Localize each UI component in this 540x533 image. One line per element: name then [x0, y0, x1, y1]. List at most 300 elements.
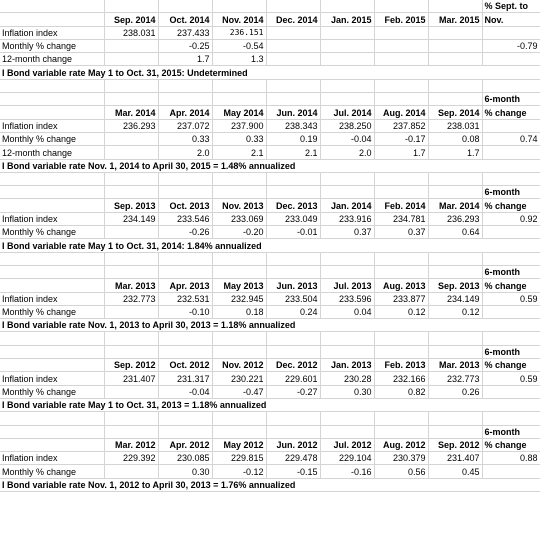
- header-cell[interactable]: Apr. 2013: [158, 279, 212, 292]
- empty-cell[interactable]: [104, 412, 158, 425]
- header-cell[interactable]: [0, 0, 104, 13]
- section-top-header-row: [0, 93, 540, 106]
- header-cell[interactable]: [320, 186, 374, 199]
- value-cell[interactable]: -0.20: [212, 226, 266, 239]
- value-cell[interactable]: 233.049: [266, 212, 320, 225]
- value-cell[interactable]: [320, 39, 374, 52]
- row-label-cell[interactable]: Monthly % change: [0, 226, 104, 239]
- table-row: [0, 465, 540, 478]
- value-cell[interactable]: 1.7: [158, 53, 212, 66]
- value-cell[interactable]: 231.317: [158, 372, 212, 385]
- value-cell[interactable]: [428, 53, 482, 66]
- header-cell[interactable]: Dec. 2014: [266, 13, 320, 26]
- header-cell[interactable]: [374, 425, 428, 438]
- value-cell[interactable]: [482, 146, 540, 159]
- value-cell[interactable]: 232.773: [428, 372, 482, 385]
- header-cell[interactable]: [266, 0, 320, 13]
- header-cell[interactable]: [320, 0, 374, 13]
- header-cell[interactable]: Feb. 2015: [374, 13, 428, 26]
- header-cell[interactable]: Jul. 2012: [320, 438, 374, 451]
- value-cell[interactable]: [482, 385, 540, 398]
- header-cell[interactable]: [212, 93, 266, 106]
- value-cell[interactable]: 2.0: [320, 146, 374, 159]
- value-cell[interactable]: 233.069: [212, 212, 266, 225]
- header-cell[interactable]: May 2012: [212, 438, 266, 451]
- value-cell[interactable]: 0.30: [158, 465, 212, 478]
- empty-cell[interactable]: [320, 332, 374, 345]
- header-cell[interactable]: [0, 345, 104, 358]
- header-cell[interactable]: [266, 425, 320, 438]
- value-cell[interactable]: 232.166: [374, 372, 428, 385]
- empty-cell[interactable]: [320, 79, 374, 92]
- header-cell[interactable]: [0, 279, 104, 292]
- header-cell[interactable]: Jul. 2014: [320, 106, 374, 119]
- empty-cell[interactable]: [428, 252, 482, 265]
- header-cell[interactable]: % change: [482, 106, 540, 119]
- empty-cell[interactable]: [266, 79, 320, 92]
- value-cell[interactable]: 0.26: [428, 385, 482, 398]
- header-cell[interactable]: [374, 0, 428, 13]
- header-cell[interactable]: Nov. 2014: [212, 13, 266, 26]
- rate-text-cell[interactable]: I Bond variable rate Nov. 1, 2014 to April 30, 2015 = 1.48% annualized: [0, 159, 540, 172]
- value-cell[interactable]: [482, 226, 540, 239]
- value-cell[interactable]: 233.504: [266, 292, 320, 305]
- value-cell[interactable]: -0.26: [158, 226, 212, 239]
- value-cell[interactable]: 232.945: [212, 292, 266, 305]
- header-cell[interactable]: % change: [482, 359, 540, 372]
- value-cell[interactable]: 0.30: [320, 385, 374, 398]
- empty-cell[interactable]: [428, 79, 482, 92]
- header-cell[interactable]: [266, 345, 320, 358]
- header-cell[interactable]: [212, 265, 266, 278]
- value-cell[interactable]: [104, 226, 158, 239]
- header-cell[interactable]: Jan. 2015: [320, 13, 374, 26]
- value-cell[interactable]: 0.64: [428, 226, 482, 239]
- empty-cell[interactable]: [0, 79, 104, 92]
- value-cell[interactable]: 233.916: [320, 212, 374, 225]
- row-label-cell[interactable]: Inflation index: [0, 372, 104, 385]
- value-cell[interactable]: 230.085: [158, 452, 212, 465]
- empty-cell[interactable]: [428, 172, 482, 185]
- header-cell[interactable]: Mar. 2015: [428, 13, 482, 26]
- header-cell[interactable]: [374, 186, 428, 199]
- row-label-cell[interactable]: 12-month change: [0, 53, 104, 66]
- value-cell[interactable]: [374, 39, 428, 52]
- value-cell[interactable]: 0.12: [374, 305, 428, 318]
- header-cell[interactable]: [0, 359, 104, 372]
- value-cell[interactable]: 236.151: [212, 26, 266, 39]
- value-cell[interactable]: -0.54: [212, 39, 266, 52]
- value-cell[interactable]: 232.531: [158, 292, 212, 305]
- empty-cell[interactable]: [212, 172, 266, 185]
- value-cell[interactable]: [320, 53, 374, 66]
- header-cell[interactable]: Sep. 2013: [428, 279, 482, 292]
- header-cell[interactable]: [374, 345, 428, 358]
- value-cell[interactable]: [104, 305, 158, 318]
- empty-row: [0, 412, 540, 425]
- value-cell[interactable]: 0.08: [428, 132, 482, 145]
- header-cell[interactable]: [320, 93, 374, 106]
- row-label-cell[interactable]: Monthly % change: [0, 305, 104, 318]
- value-cell[interactable]: 237.433: [158, 26, 212, 39]
- value-cell[interactable]: 0.33: [158, 132, 212, 145]
- header-cell[interactable]: [0, 13, 104, 26]
- section-top-header-row: [0, 186, 540, 199]
- header-cell[interactable]: [428, 425, 482, 438]
- header-cell[interactable]: 6-month: [482, 186, 540, 199]
- header-cell[interactable]: [158, 186, 212, 199]
- header-cell[interactable]: [0, 199, 104, 212]
- header-cell[interactable]: % change: [482, 279, 540, 292]
- header-cell[interactable]: [0, 93, 104, 106]
- header-cell[interactable]: Nov.: [482, 13, 540, 26]
- empty-cell[interactable]: [374, 172, 428, 185]
- header-cell[interactable]: [320, 265, 374, 278]
- row-label-cell[interactable]: Monthly % change: [0, 132, 104, 145]
- value-cell[interactable]: 237.852: [374, 119, 428, 132]
- header-cell[interactable]: Aug. 2014: [374, 106, 428, 119]
- value-cell[interactable]: 229.478: [266, 452, 320, 465]
- value-cell[interactable]: 230.379: [374, 452, 428, 465]
- header-cell[interactable]: [0, 186, 104, 199]
- header-cell[interactable]: Mar. 2013: [104, 279, 158, 292]
- empty-cell[interactable]: [104, 79, 158, 92]
- header-cell[interactable]: [428, 93, 482, 106]
- header-cell[interactable]: May 2013: [212, 279, 266, 292]
- header-cell[interactable]: [0, 425, 104, 438]
- empty-cell[interactable]: [158, 412, 212, 425]
- rate-text-cell[interactable]: I Bond variable rate May 1 to Oct. 31, 2013 = 1.18% annualized: [0, 398, 540, 411]
- header-cell[interactable]: Dec. 2013: [266, 199, 320, 212]
- empty-cell[interactable]: [158, 79, 212, 92]
- empty-cell[interactable]: [212, 332, 266, 345]
- value-cell[interactable]: 230.221: [212, 372, 266, 385]
- value-cell[interactable]: -0.10: [158, 305, 212, 318]
- header-cell[interactable]: [104, 0, 158, 13]
- header-cell[interactable]: Sep. 2013: [104, 199, 158, 212]
- value-cell[interactable]: [374, 26, 428, 39]
- header-cell[interactable]: [428, 345, 482, 358]
- row-label-cell[interactable]: Inflation index: [0, 292, 104, 305]
- header-cell[interactable]: Jan. 2014: [320, 199, 374, 212]
- header-cell[interactable]: [212, 0, 266, 13]
- header-cell[interactable]: [104, 425, 158, 438]
- empty-cell[interactable]: [212, 252, 266, 265]
- section-top-header-row: [0, 345, 540, 358]
- value-cell[interactable]: 0.19: [266, 132, 320, 145]
- value-cell[interactable]: 0.37: [374, 226, 428, 239]
- value-cell[interactable]: 2.1: [266, 146, 320, 159]
- value-cell[interactable]: [104, 53, 158, 66]
- value-cell[interactable]: 229.815: [212, 452, 266, 465]
- header-cell[interactable]: Sep. 2014: [104, 13, 158, 26]
- header-cell[interactable]: Sep. 2012: [104, 359, 158, 372]
- header-cell[interactable]: Feb. 2013: [374, 359, 428, 372]
- value-cell[interactable]: [104, 385, 158, 398]
- row-label-cell[interactable]: Inflation index: [0, 26, 104, 39]
- header-cell[interactable]: [158, 93, 212, 106]
- value-cell[interactable]: -0.16: [320, 465, 374, 478]
- value-cell[interactable]: 0.59: [482, 372, 540, 385]
- value-cell[interactable]: 0.82: [374, 385, 428, 398]
- value-cell[interactable]: 237.072: [158, 119, 212, 132]
- value-cell[interactable]: [482, 26, 540, 39]
- value-cell[interactable]: -0.01: [266, 226, 320, 239]
- row-label-cell[interactable]: Monthly % change: [0, 39, 104, 52]
- rate-text-cell[interactable]: I Bond variable rate May 1 to Oct. 31, 2015: Undetermined: [0, 66, 540, 79]
- header-cell[interactable]: [0, 438, 104, 451]
- header-cell[interactable]: 6-month: [482, 425, 540, 438]
- value-cell[interactable]: 236.293: [104, 119, 158, 132]
- value-cell[interactable]: 0.45: [428, 465, 482, 478]
- header-cell[interactable]: Sep. 2014: [428, 106, 482, 119]
- empty-cell[interactable]: [320, 252, 374, 265]
- empty-cell[interactable]: [428, 412, 482, 425]
- value-cell[interactable]: 0.56: [374, 465, 428, 478]
- value-cell[interactable]: -0.47: [212, 385, 266, 398]
- value-cell[interactable]: -0.27: [266, 385, 320, 398]
- value-cell[interactable]: 230.28: [320, 372, 374, 385]
- header-cell[interactable]: [158, 425, 212, 438]
- header-cell[interactable]: Jun. 2012: [266, 438, 320, 451]
- section-header-row: [0, 279, 540, 292]
- row-label-cell[interactable]: Inflation index: [0, 212, 104, 225]
- header-cell[interactable]: Aug. 2013: [374, 279, 428, 292]
- section-header-row: [0, 359, 540, 372]
- header-cell[interactable]: [428, 265, 482, 278]
- header-cell[interactable]: [104, 93, 158, 106]
- header-cell[interactable]: Mar. 2013: [428, 359, 482, 372]
- value-cell[interactable]: 238.031: [428, 119, 482, 132]
- header-cell[interactable]: [0, 106, 104, 119]
- header-cell[interactable]: [212, 345, 266, 358]
- value-cell[interactable]: -0.25: [158, 39, 212, 52]
- header-cell[interactable]: 6-month: [482, 345, 540, 358]
- header-cell[interactable]: Mar. 2014: [428, 199, 482, 212]
- value-cell[interactable]: [104, 39, 158, 52]
- header-cell[interactable]: % change: [482, 199, 540, 212]
- value-cell[interactable]: [482, 119, 540, 132]
- section-top-header-row: [0, 425, 540, 438]
- header-cell[interactable]: Oct. 2014: [158, 13, 212, 26]
- value-cell[interactable]: 1.7: [374, 146, 428, 159]
- header-cell[interactable]: [212, 186, 266, 199]
- header-cell[interactable]: [158, 265, 212, 278]
- empty-cell[interactable]: [266, 412, 320, 425]
- value-cell[interactable]: 1.7: [428, 146, 482, 159]
- header-cell[interactable]: Oct. 2012: [158, 359, 212, 372]
- row-label-cell[interactable]: Monthly % change: [0, 465, 104, 478]
- table-row: [0, 146, 540, 159]
- header-cell[interactable]: Apr. 2012: [158, 438, 212, 451]
- header-cell[interactable]: Nov. 2013: [212, 199, 266, 212]
- header-cell[interactable]: Sep. 2012: [428, 438, 482, 451]
- header-cell[interactable]: Jun. 2014: [266, 106, 320, 119]
- table-row: [0, 53, 540, 66]
- empty-cell[interactable]: [158, 332, 212, 345]
- header-cell[interactable]: Nov. 2012: [212, 359, 266, 372]
- value-cell[interactable]: -0.15: [266, 465, 320, 478]
- value-cell[interactable]: 0.59: [482, 292, 540, 305]
- empty-cell[interactable]: [158, 172, 212, 185]
- value-cell[interactable]: 1.3: [212, 53, 266, 66]
- header-cell[interactable]: Jun. 2013: [266, 279, 320, 292]
- value-cell[interactable]: 237.900: [212, 119, 266, 132]
- value-cell[interactable]: 0.33: [212, 132, 266, 145]
- header-cell[interactable]: [266, 93, 320, 106]
- empty-cell[interactable]: [266, 172, 320, 185]
- value-cell[interactable]: [482, 465, 540, 478]
- value-cell[interactable]: [374, 53, 428, 66]
- empty-cell[interactable]: [0, 332, 104, 345]
- value-cell[interactable]: 229.392: [104, 452, 158, 465]
- value-cell[interactable]: 236.293: [428, 212, 482, 225]
- empty-cell[interactable]: [482, 252, 540, 265]
- header-cell[interactable]: Jul. 2013: [320, 279, 374, 292]
- value-cell[interactable]: 231.407: [428, 452, 482, 465]
- header-cell[interactable]: 6-month: [482, 93, 540, 106]
- value-cell[interactable]: [104, 132, 158, 145]
- empty-cell[interactable]: [320, 172, 374, 185]
- header-cell[interactable]: Mar. 2014: [104, 106, 158, 119]
- empty-cell[interactable]: [482, 172, 540, 185]
- value-cell[interactable]: 0.24: [266, 305, 320, 318]
- value-cell[interactable]: 0.88: [482, 452, 540, 465]
- header-cell[interactable]: Mar. 2012: [104, 438, 158, 451]
- value-cell[interactable]: 2.0: [158, 146, 212, 159]
- header-cell[interactable]: [212, 425, 266, 438]
- value-cell[interactable]: [104, 146, 158, 159]
- header-cell[interactable]: [158, 0, 212, 13]
- empty-cell[interactable]: [482, 412, 540, 425]
- value-cell[interactable]: 229.601: [266, 372, 320, 385]
- header-cell[interactable]: [266, 186, 320, 199]
- empty-cell[interactable]: [266, 332, 320, 345]
- empty-cell[interactable]: [104, 172, 158, 185]
- value-cell[interactable]: [266, 39, 320, 52]
- row-label-cell[interactable]: Monthly % change: [0, 385, 104, 398]
- value-cell[interactable]: [266, 53, 320, 66]
- header-cell[interactable]: [104, 345, 158, 358]
- empty-cell[interactable]: [104, 332, 158, 345]
- value-cell[interactable]: 0.04: [320, 305, 374, 318]
- rate-text-cell[interactable]: I Bond variable rate Nov. 1, 2012 to April 30, 2013 = 1.76% annualized: [0, 478, 540, 491]
- empty-cell[interactable]: [266, 252, 320, 265]
- table-row: [0, 305, 540, 318]
- header-cell[interactable]: Dec. 2012: [266, 359, 320, 372]
- value-cell[interactable]: 0.37: [320, 226, 374, 239]
- value-cell[interactable]: 234.781: [374, 212, 428, 225]
- value-cell[interactable]: [104, 465, 158, 478]
- header-cell[interactable]: Jan. 2013: [320, 359, 374, 372]
- value-cell[interactable]: 233.596: [320, 292, 374, 305]
- value-cell[interactable]: -0.79: [482, 39, 540, 52]
- value-cell[interactable]: 0.74: [482, 132, 540, 145]
- empty-cell[interactable]: [482, 332, 540, 345]
- value-cell[interactable]: -0.12: [212, 465, 266, 478]
- value-cell[interactable]: [266, 26, 320, 39]
- empty-cell[interactable]: [212, 79, 266, 92]
- header-cell[interactable]: Oct. 2013: [158, 199, 212, 212]
- empty-cell[interactable]: [428, 332, 482, 345]
- header-cell[interactable]: [374, 265, 428, 278]
- empty-cell[interactable]: [212, 412, 266, 425]
- empty-cell[interactable]: [104, 252, 158, 265]
- empty-cell[interactable]: [482, 79, 540, 92]
- value-cell[interactable]: 238.250: [320, 119, 374, 132]
- value-cell[interactable]: [482, 53, 540, 66]
- header-cell[interactable]: [158, 345, 212, 358]
- rate-row: [0, 319, 540, 332]
- row-label-cell[interactable]: Inflation index: [0, 452, 104, 465]
- value-cell[interactable]: 231.407: [104, 372, 158, 385]
- value-cell[interactable]: 234.149: [428, 292, 482, 305]
- value-cell[interactable]: [482, 305, 540, 318]
- header-cell[interactable]: [428, 186, 482, 199]
- header-cell[interactable]: [428, 0, 482, 13]
- value-cell[interactable]: 229.104: [320, 452, 374, 465]
- header-cell[interactable]: Apr. 2014: [158, 106, 212, 119]
- header-cell[interactable]: [320, 425, 374, 438]
- empty-cell[interactable]: [374, 412, 428, 425]
- empty-cell[interactable]: [374, 79, 428, 92]
- header-cell[interactable]: 6-month: [482, 265, 540, 278]
- value-cell[interactable]: -0.04: [320, 132, 374, 145]
- value-cell[interactable]: 2.1: [212, 146, 266, 159]
- empty-cell[interactable]: [0, 252, 104, 265]
- value-cell[interactable]: 234.149: [104, 212, 158, 225]
- row-label-cell[interactable]: Inflation index: [0, 119, 104, 132]
- empty-cell[interactable]: [374, 332, 428, 345]
- empty-cell[interactable]: [158, 252, 212, 265]
- value-cell[interactable]: 233.877: [374, 292, 428, 305]
- value-cell[interactable]: 238.343: [266, 119, 320, 132]
- header-cell[interactable]: % change: [482, 438, 540, 451]
- row-label-cell[interactable]: 12-month change: [0, 146, 104, 159]
- rate-text-cell[interactable]: I Bond variable rate May 1 to Oct. 31, 2014: 1.84% annualized: [0, 239, 540, 252]
- header-cell[interactable]: Aug. 2012: [374, 438, 428, 451]
- value-cell[interactable]: 0.18: [212, 305, 266, 318]
- empty-cell[interactable]: [320, 412, 374, 425]
- value-cell[interactable]: 232.773: [104, 292, 158, 305]
- header-cell[interactable]: May 2014: [212, 106, 266, 119]
- header-cell[interactable]: [0, 265, 104, 278]
- empty-cell[interactable]: [374, 252, 428, 265]
- value-cell[interactable]: [320, 26, 374, 39]
- section-top-header-row: [0, 0, 540, 13]
- value-cell[interactable]: 238.031: [104, 26, 158, 39]
- empty-cell[interactable]: [0, 412, 104, 425]
- value-cell[interactable]: -0.17: [374, 132, 428, 145]
- empty-cell[interactable]: [0, 172, 104, 185]
- value-cell[interactable]: 0.12: [428, 305, 482, 318]
- header-cell[interactable]: [104, 265, 158, 278]
- value-cell[interactable]: -0.04: [158, 385, 212, 398]
- header-cell[interactable]: % Sept. to: [482, 0, 540, 13]
- value-cell[interactable]: 233.546: [158, 212, 212, 225]
- rate-text-cell[interactable]: I Bond variable rate Nov. 1, 2013 to April 30, 2013 = 1.18% annualized: [0, 319, 540, 332]
- header-cell[interactable]: [104, 186, 158, 199]
- table-row: [0, 385, 540, 398]
- header-cell[interactable]: [320, 345, 374, 358]
- header-cell[interactable]: Feb. 2014: [374, 199, 428, 212]
- header-cell[interactable]: [266, 265, 320, 278]
- value-cell[interactable]: [428, 26, 482, 39]
- value-cell[interactable]: 0.92: [482, 212, 540, 225]
- header-cell[interactable]: [374, 93, 428, 106]
- rate-row: [0, 159, 540, 172]
- value-cell[interactable]: [428, 39, 482, 52]
